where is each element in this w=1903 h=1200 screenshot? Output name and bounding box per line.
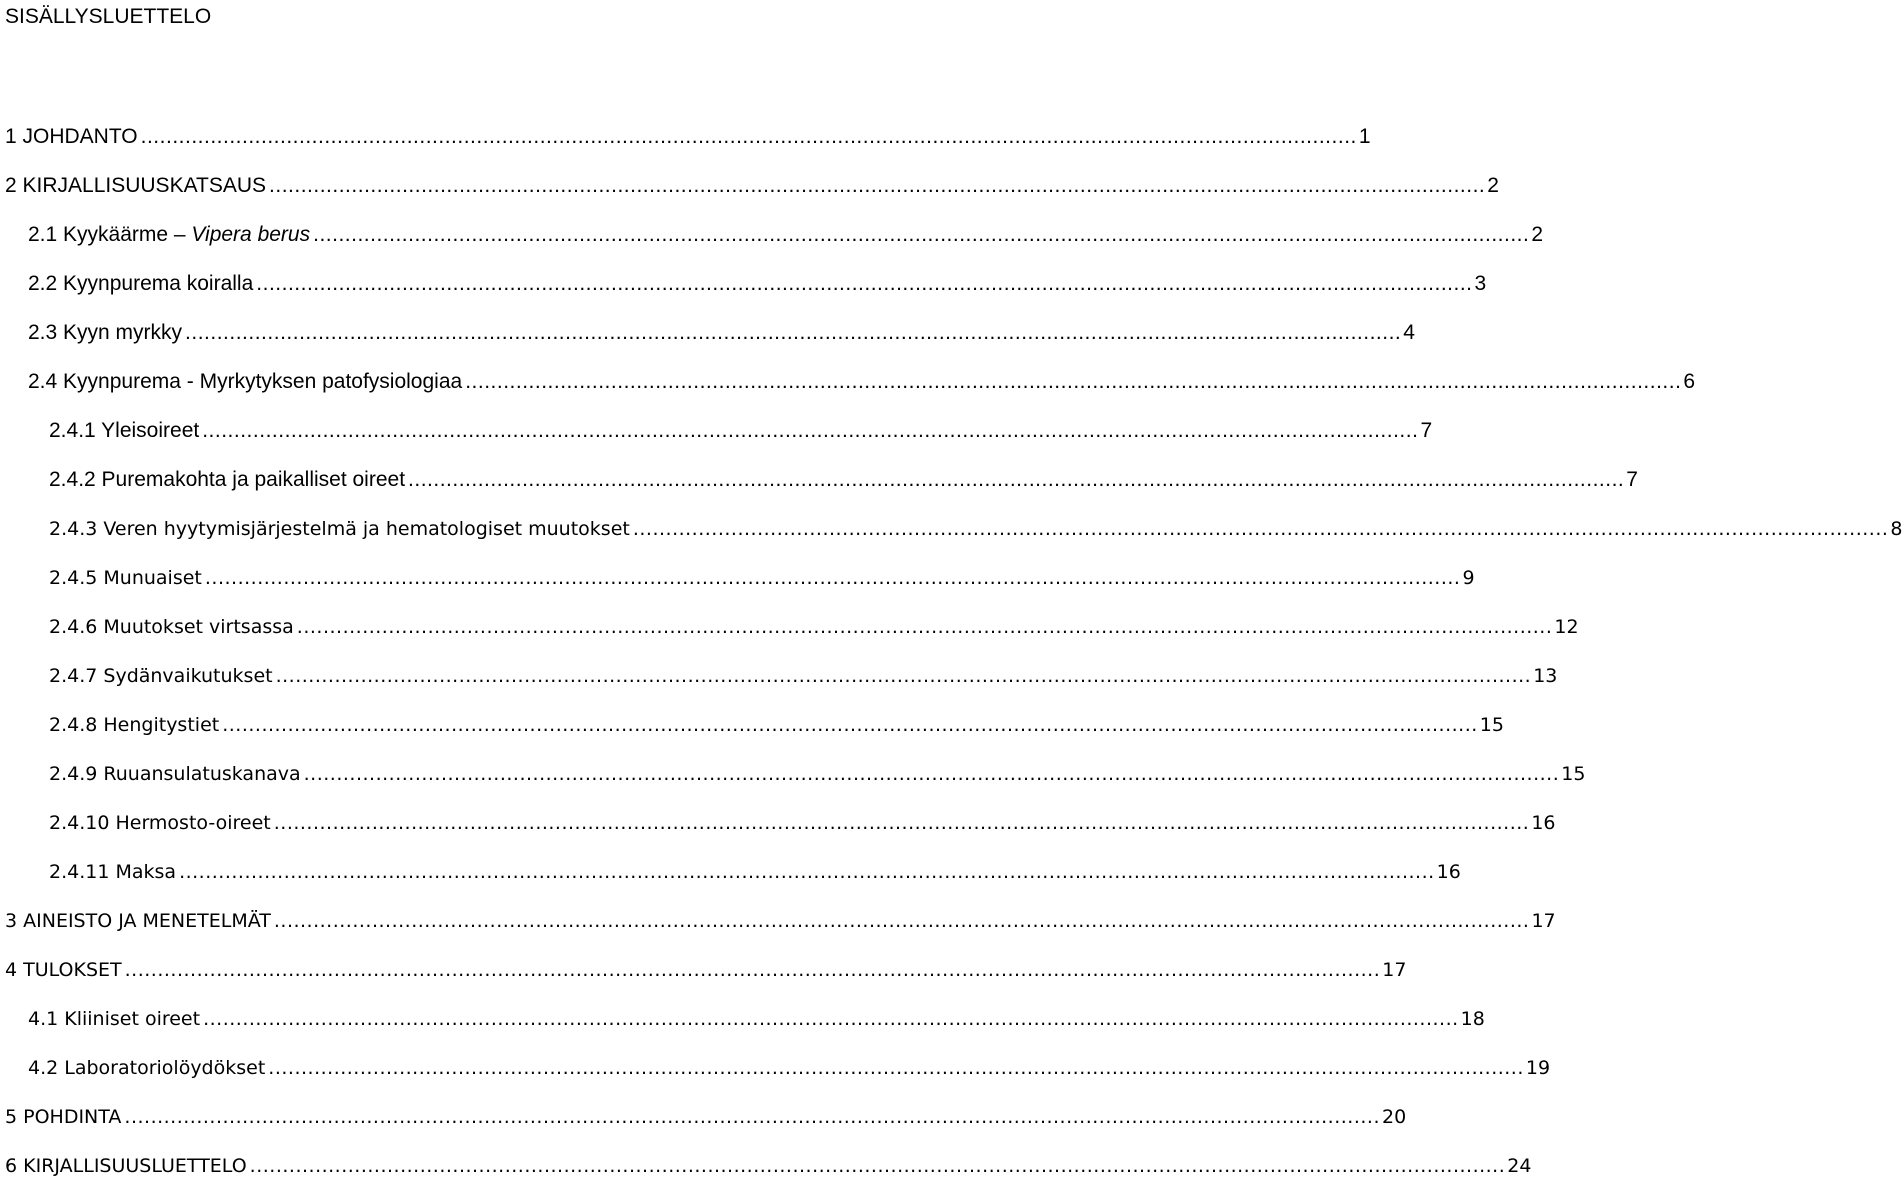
dot-leader: ................................................................................................................................................................................................ [124,959,1381,981]
toc-entry-page: 13 [1533,665,1558,687]
toc-entry[interactable] [0,612,1579,661]
toc-entry-label: 2.4.9 Ruuansulatuskanava [49,763,301,785]
toc-entry-page: 15 [1561,763,1586,785]
toc-entry[interactable] [0,1102,1407,1151]
toc-entry-label: 4.2 Laboratoriolöydökset [28,1057,266,1079]
dot-leader: ................................................................................................................................................................................................ [140,125,1357,148]
toc-entry-label-prefix: 2.1 Kyykäärme – [28,223,192,246]
dot-leader: ................................................................................................................................................................................................ [273,812,1530,834]
toc-entry-page: 24 [1507,1155,1532,1177]
toc-entry-label: 2.2 Kyynpurema koiralla [28,272,254,295]
toc-entry-label [28,220,310,250]
toc-entry-page: 20 [1382,1106,1407,1128]
toc-entry-page: 18 [1460,1008,1485,1030]
toc-entry[interactable] [0,1151,1532,1200]
toc-entry-label: 2.4.8 Hengitystiet [49,714,220,736]
toc-entry-page: 9 [1462,567,1475,589]
toc-entry-label: 2.4.5 Munuaiset [49,567,202,589]
toc-entry-page: 1 [1358,125,1371,148]
dot-leader: ................................................................................................................................................................................................ [202,419,1419,442]
dot-leader: ................................................................................................................................................................................................ [303,763,1560,785]
toc-entry-label: 2.4.11 Maksa [49,861,177,883]
toc-entry[interactable] [0,220,1544,269]
dot-leader: ................................................................................................................................................................................................ [273,910,1530,932]
toc-entry[interactable] [0,318,1415,367]
toc-entry-page: 7 [1420,419,1433,442]
toc-entry-page: 17 [1382,959,1407,981]
toc-entry-page: 16 [1436,861,1461,883]
dot-leader: ................................................................................................................................................................................................ [185,321,1402,344]
toc-entry[interactable] [0,367,1696,416]
toc-entry[interactable] [0,1053,1551,1102]
table-of-contents [0,122,1903,1200]
toc-entry-label: 6 KIRJALLISUUSLUETTELO [5,1155,247,1177]
toc-entry[interactable] [0,514,1903,563]
toc-entry[interactable] [0,416,1433,465]
toc-entry-label: 3 AINEISTO JA MENETELMÄT [5,910,271,932]
dot-leader: ................................................................................................................................................................................................ [275,665,1532,687]
dot-leader: ................................................................................................................................................................................................ [203,1008,1459,1030]
toc-entry-label: 1 JOHDANTO [5,125,138,148]
toc-entry-label: 4.1 Kliiniset oireet [28,1008,201,1030]
toc-entry-page: 17 [1531,910,1556,932]
toc-entry[interactable] [0,171,1499,220]
toc-entry[interactable] [0,1004,1485,1053]
toc-entry-label: 2.4.3 Veren hyytymisjärjestelmä ja hematologiset muutokset [49,518,630,540]
dot-leader: ................................................................................................................................................................................................ [204,567,1461,589]
toc-entry[interactable] [0,759,1586,808]
dot-leader: ................................................................................................................................................................................................ [222,714,1478,736]
toc-entry[interactable] [0,955,1407,1004]
toc-entry-label: 2.4.6 Muutokset virtsassa [49,616,294,638]
toc-entry-page: 19 [1525,1057,1551,1079]
toc-entry-page: 2 [1531,223,1544,246]
toc-entry-label-italic: Vipera berus [191,223,311,246]
dot-leader: ................................................................................................................................................................................................ [313,223,1530,246]
dot-leader: ................................................................................................................................................................................................ [256,272,1473,295]
toc-entry[interactable] [0,710,1504,759]
toc-entry[interactable] [0,122,1371,171]
toc-entry[interactable] [0,563,1475,612]
dot-leader: ................................................................................................................................................................................................ [465,370,1682,393]
toc-entry-label: 2.4.2 Puremakohta ja paikalliset oireet [49,468,406,491]
dot-leader: ................................................................................................................................................................................................ [179,861,1435,883]
toc-entry[interactable] [0,906,1556,955]
toc-entry-label: 2.4 Kyynpurema - Myrkytyksen patofysiologiaa [28,370,463,393]
toc-entry[interactable] [0,465,1638,514]
toc-entry-page: 15 [1479,714,1504,736]
dot-leader: ................................................................................................................................................................................................ [249,1155,1506,1177]
toc-entry[interactable] [0,857,1461,906]
toc-entry-page: 16 [1531,812,1556,834]
dot-leader: ................................................................................................................................................................................................ [632,518,1889,540]
toc-entry-label: 2.3 Kyyn myrkky [28,321,183,344]
toc-entry[interactable] [0,808,1556,857]
toc-entry-page: 7 [1626,468,1638,491]
dot-leader: ................................................................................................................................................................................................ [268,1057,1524,1079]
toc-entry-page: 8 [1890,518,1903,540]
toc-entry-page: 4 [1403,321,1415,344]
toc-entry-page: 2 [1487,174,1499,197]
toc-entry-label: 2.4.10 Hermosto-oireet [49,812,271,834]
dot-leader: ................................................................................................................................................................................................ [408,468,1625,491]
toc-entry-label: 4 TULOKSET [5,959,122,981]
toc-entry[interactable] [0,269,1487,318]
dot-leader: ................................................................................................................................................................................................ [269,174,1486,197]
toc-entry[interactable] [0,661,1558,710]
toc-heading: SISÄLLYSLUETTELO [5,5,212,28]
toc-entry-label: 2 KIRJALLISUUSKATSAUS [5,174,267,197]
toc-entry-label: 2.4.7 Sydänvaikutukset [49,665,273,687]
toc-entry-label: 5 POHDINTA [5,1106,122,1128]
toc-entry-page: 12 [1554,616,1579,638]
toc-entry-label: 2.4.1 Yleisoireet [49,419,200,442]
toc-entry-page: 3 [1474,272,1487,295]
toc-entry-page: 6 [1683,370,1696,393]
dot-leader: ................................................................................................................................................................................................ [296,616,1553,638]
dot-leader: ................................................................................................................................................................................................ [124,1106,1380,1128]
